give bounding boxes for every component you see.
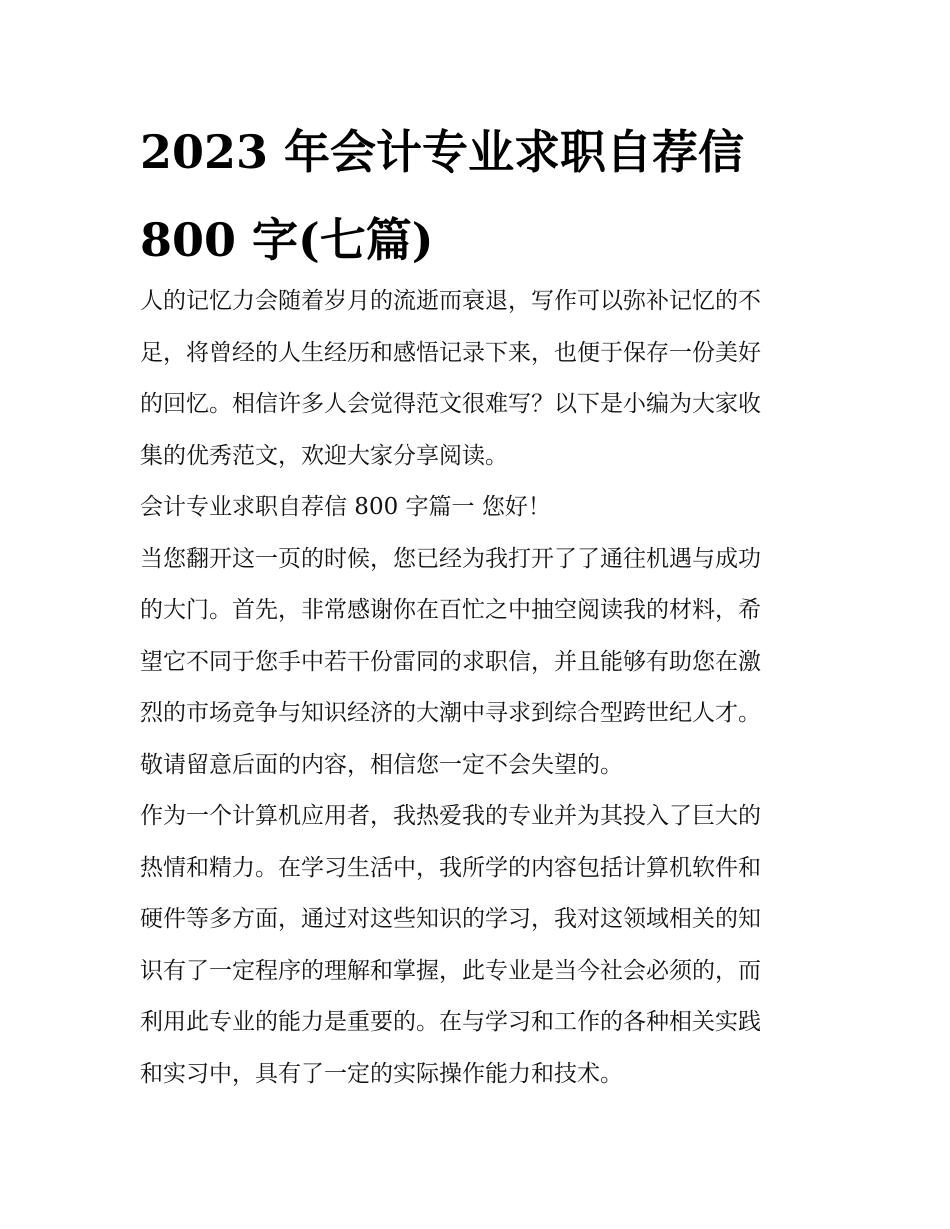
paragraph-profile <box>140 791 812 1100</box>
text-line: 烈的市场竞争与知识经济的大潮中寻求到综合型跨世纪人才。 <box>140 700 761 726</box>
text-line: 人的记忆力会随着岁月的流逝而衰退，写作可以弥补记忆的不 <box>140 288 761 314</box>
text-line: 硬件等多方面，通过对这些知识的学习，我对这领域相关的知 <box>140 906 761 932</box>
title-line: 800 字(七篇) <box>140 213 434 267</box>
text-line: 热情和精力。在学习生活中，我所学的内容包括计算机软件和 <box>140 854 761 881</box>
document-body <box>140 276 812 1100</box>
text-line: 会计专业求职自荐信 800 字篇一 您好！ <box>140 494 551 520</box>
paragraph-section-heading <box>140 482 812 534</box>
text-line: 当您翻开这一页的时候，您已经为我打开了了通往机遇与成功 <box>140 545 761 572</box>
text-line: 的大门。首先，非常感谢你在百忙之中抽空阅读我的材料，希 <box>140 597 761 623</box>
document-title <box>140 108 820 284</box>
text-line: 的回忆。相信许多人会觉得范文很难写？以下是小编为大家收 <box>140 391 761 417</box>
text-line: 作为一个计算机应用者，我热爱我的专业并为其投入了巨大的 <box>140 803 761 829</box>
text-line: 利用此专业的能力是重要的。在与学习和工作的各种相关实践 <box>140 1009 761 1035</box>
text-line: 足，将曾经的人生经历和感悟记录下来，也便于保存一份美好 <box>140 339 761 366</box>
text-line: 和实习中，具有了一定的实际操作能力和技术。 <box>140 1060 623 1087</box>
text-line: 集的优秀范文，欢迎大家分享阅读。 <box>140 442 508 469</box>
text-line: 识有了一定程序的理解和掌握，此专业是当今社会必须的，而 <box>140 957 761 984</box>
paragraph-intro <box>140 276 812 482</box>
title-line: 2023 年会计专业求职自荐信 <box>140 125 745 179</box>
paragraph-opening <box>140 534 812 792</box>
text-line: 敬请留意后面的内容，相信您一定不会失望的。 <box>140 751 623 778</box>
text-line: 望它不同于您手中若干份雷同的求职信，并且能够有助您在激 <box>140 648 761 675</box>
